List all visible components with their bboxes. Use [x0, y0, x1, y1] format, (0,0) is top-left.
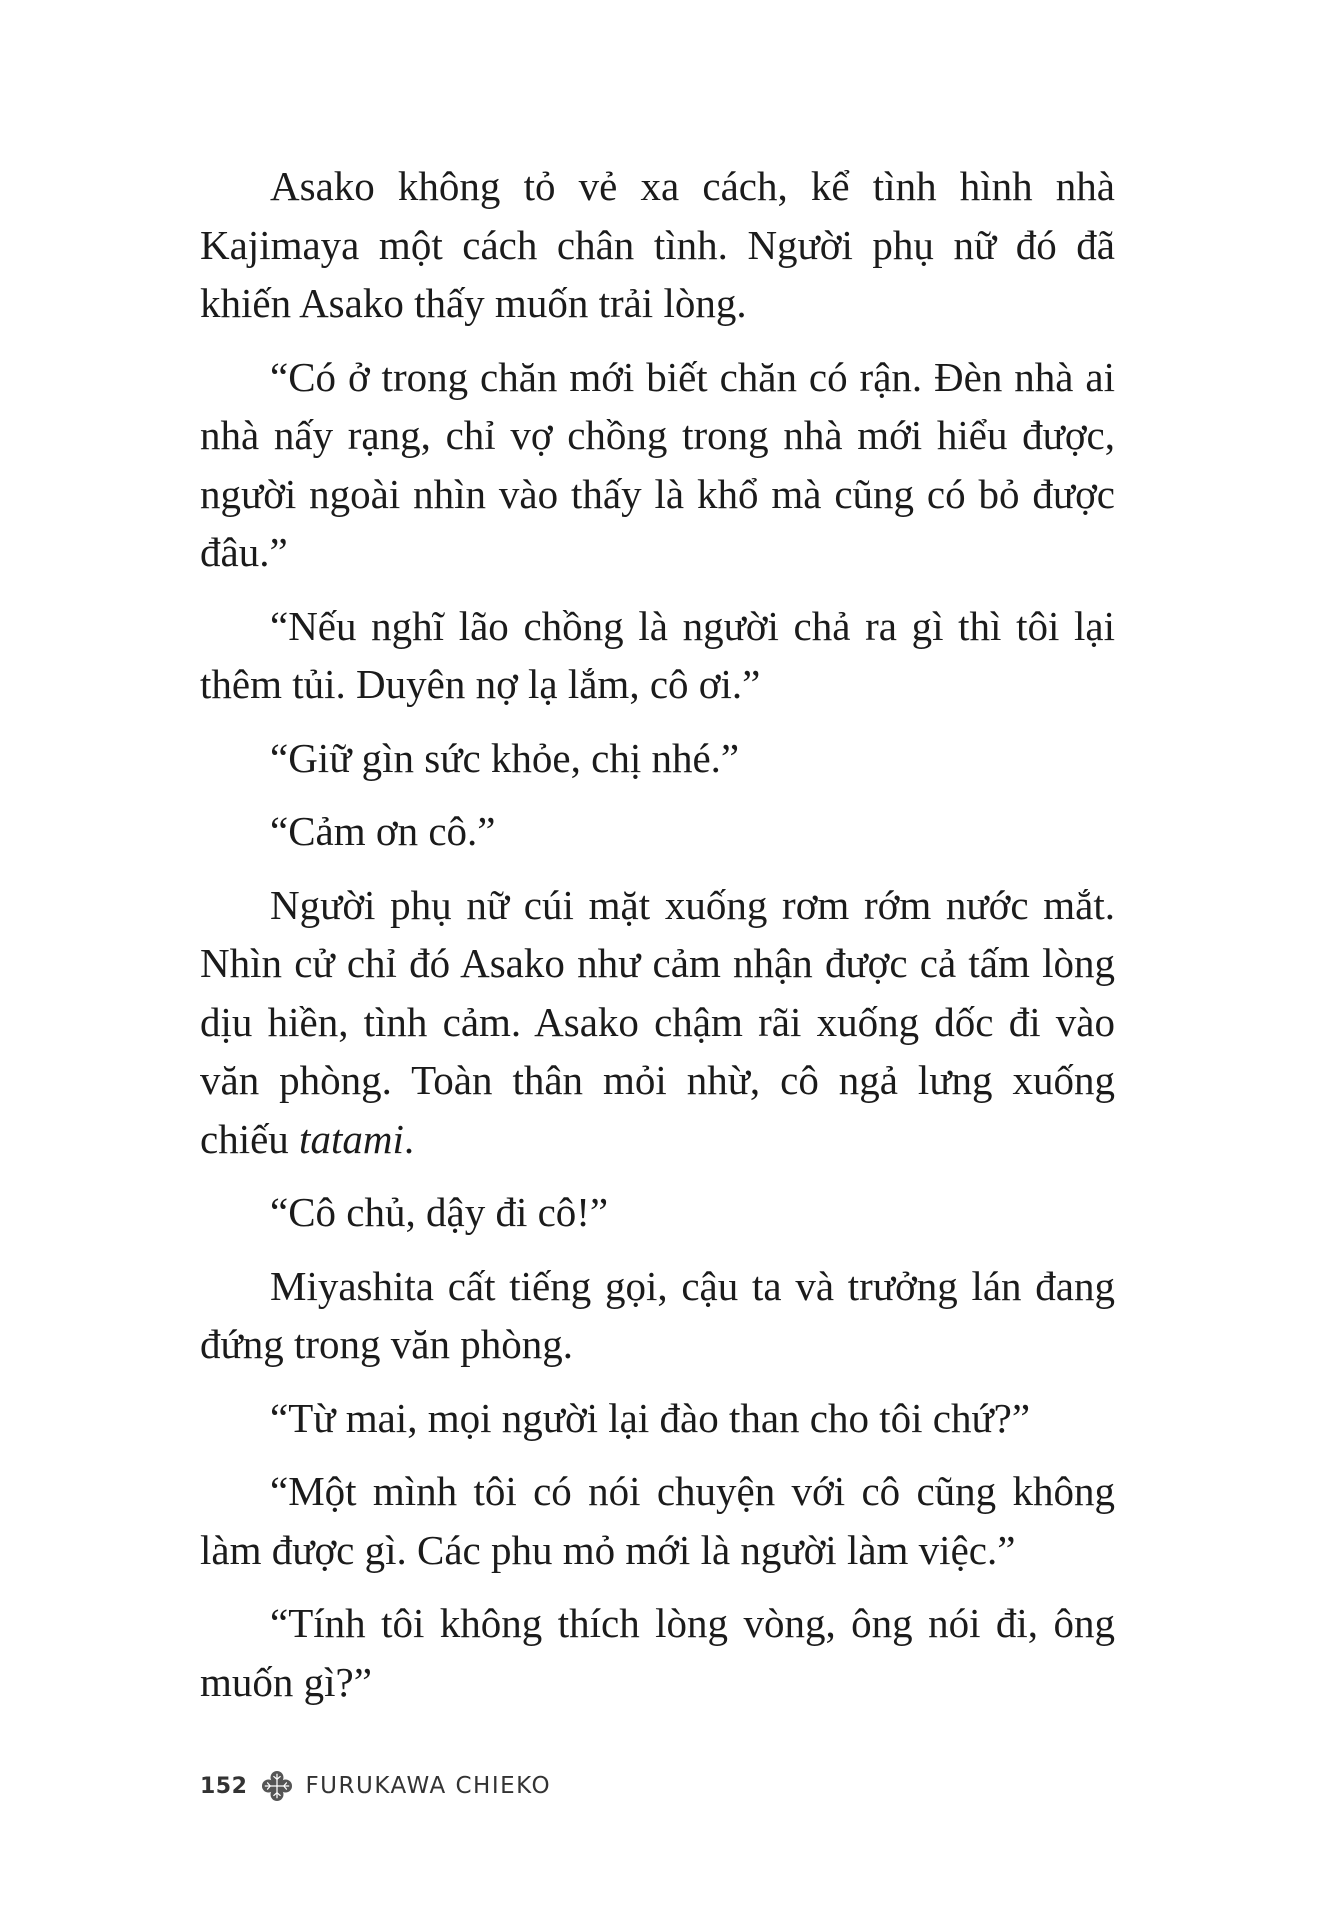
paragraph-9: “Từ mai, mọi người lại đào than cho tôi chứ?”: [270, 1394, 1031, 1441]
body-text: [200, 157, 1115, 1726]
paragraph-2: “Có ở trong chăn mới biết chăn có rận. Đèn nhà ai nhà nấy rạng, chỉ vợ chồng trong nhà mới hiểu được, người ngoài nhìn vào thấy là khổ mà cũng có bỏ được đâu.”: [200, 353, 1115, 575]
paragraph-8: Miyashita cất tiếng gọi, cậu ta và trưởng lán đang đứng trong văn phòng.: [200, 1262, 1115, 1367]
page-number: 152: [200, 1773, 248, 1799]
italic-term: tatami: [299, 1115, 404, 1162]
paragraph-6-text: Người phụ nữ cúi mặt xuống rơm rớm nước mắt. Nhìn cử chỉ đó Asako như cảm nhận được cả tấm lòng dịu hiền, tình cảm. Asako chậm rãi xuống dốc đi vào văn phòng. Toàn thân mỏi nhừ, cô ngả lưng xuống chiếu: [200, 881, 1115, 1162]
paragraph-10: “Một mình tôi có nói chuyện với cô cũng không làm được gì. Các phu mỏ mới là người làm việc.”: [200, 1468, 1115, 1573]
clover-icon: [259, 1768, 295, 1804]
page-footer: [200, 1764, 551, 1808]
paragraph-4: “Giữ gìn sức khỏe, chị nhé.”: [270, 734, 740, 781]
author-name: FURUKAWA CHIEKO: [305, 1773, 552, 1799]
paragraph-3: “Nếu nghĩ lão chồng là người chả ra gì thì tôi lại thêm tủi. Duyên nợ lạ lắm, cô ơi.”: [200, 602, 1115, 707]
paragraph-7: “Cô chủ, dậy đi cô!”: [270, 1189, 609, 1235]
paragraph-6-end: .: [403, 1115, 415, 1162]
paragraph-1: Asako không tỏ vẻ xa cách, kể tình hình nhà Kajimaya một cách chân tình. Người phụ nữ đó đã khiến Asako thấy muốn trải lòng.: [200, 163, 1115, 326]
paragraph-5: “Cảm ơn cô.”: [270, 808, 496, 854]
paragraph-6: [200, 876, 1115, 1169]
paragraph-11: “Tính tôi không thích lòng vòng, ông nói đi, ông muốn gì?”: [200, 1600, 1115, 1705]
